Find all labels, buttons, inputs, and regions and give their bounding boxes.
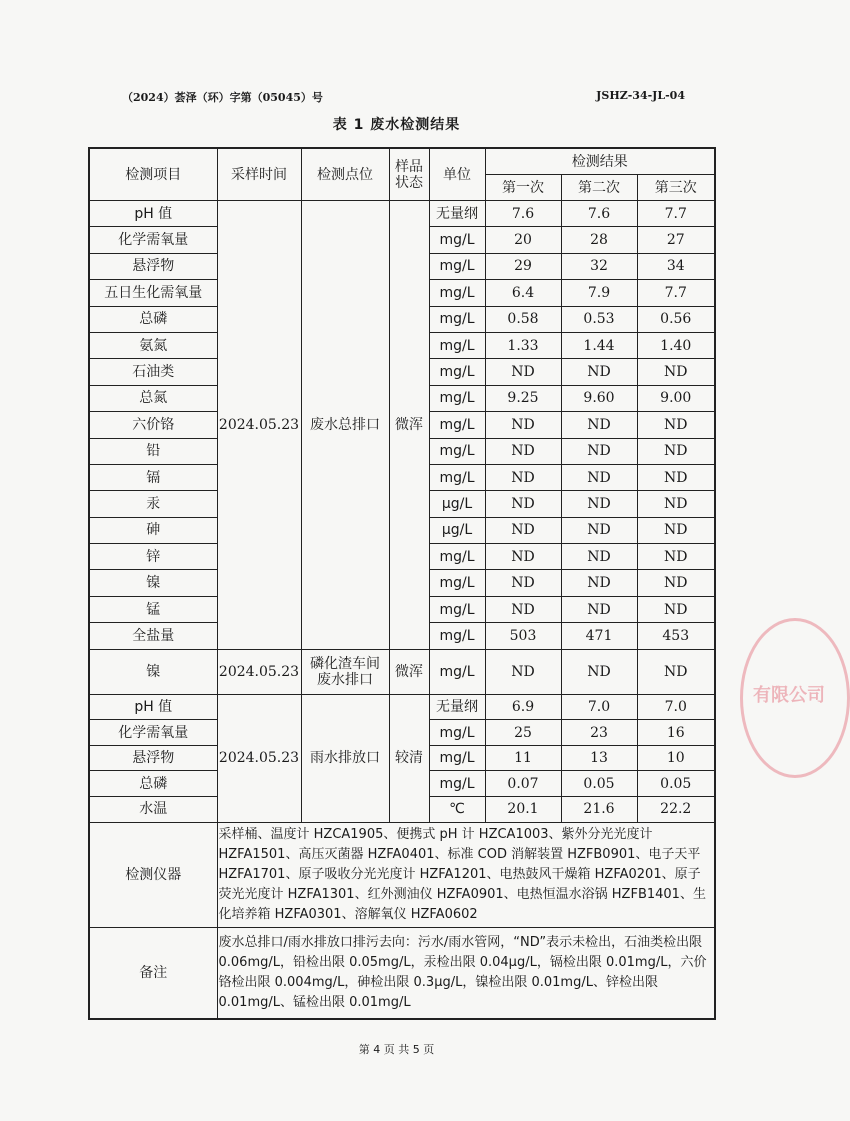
value-second-cell: 471 [561, 623, 637, 649]
item-cell: 五日生化需氧量 [89, 280, 217, 306]
table-row [89, 694, 715, 720]
item-cell: 锰 [89, 596, 217, 622]
sample-time-cell: 2024.05.23 [217, 649, 301, 694]
value-first-cell: 29 [485, 253, 561, 279]
item-cell: 总氮 [89, 385, 217, 411]
col-header-point: 检测点位 [301, 148, 389, 201]
col-header-time: 采样时间 [217, 148, 301, 201]
value-first-cell: ND [485, 544, 561, 570]
value-third-cell: 9.00 [637, 385, 715, 411]
header-row-1 [89, 148, 715, 175]
unit-cell: μg/L [429, 517, 485, 543]
item-cell: pH 值 [89, 201, 217, 227]
unit-cell: mg/L [429, 227, 485, 253]
col-header-second: 第二次 [561, 175, 637, 201]
value-third-cell: 1.40 [637, 332, 715, 358]
unit-cell: μg/L [429, 491, 485, 517]
value-first-cell: 9.25 [485, 385, 561, 411]
value-second-cell: ND [561, 649, 637, 694]
value-third-cell: ND [637, 649, 715, 694]
item-cell: 镉 [89, 464, 217, 490]
table-title: 表 1 废水检测结果 [332, 117, 461, 133]
unit-cell: mg/L [429, 544, 485, 570]
value-first-cell: 6.4 [485, 280, 561, 306]
value-first-cell: 20.1 [485, 797, 561, 823]
unit-cell: mg/L [429, 359, 485, 385]
form-code: JSHZ-34-JL-04 [596, 89, 685, 102]
value-third-cell: 7.7 [637, 280, 715, 306]
unit-cell: mg/L [429, 464, 485, 490]
value-first-cell: 1.33 [485, 332, 561, 358]
instruments-label: 检测仪器 [89, 822, 217, 927]
item-cell: 化学需氧量 [89, 227, 217, 253]
item-cell: 悬浮物 [89, 253, 217, 279]
value-third-cell: 453 [637, 623, 715, 649]
value-first-cell: ND [485, 517, 561, 543]
value-third-cell: ND [637, 517, 715, 543]
value-second-cell: 7.9 [561, 280, 637, 306]
unit-cell: mg/L [429, 412, 485, 438]
value-first-cell: 11 [485, 745, 561, 771]
item-cell: 全盐量 [89, 623, 217, 649]
value-third-cell: ND [637, 438, 715, 464]
value-second-cell: ND [561, 544, 637, 570]
sample-point-cell: 雨水排放口 [301, 694, 389, 822]
item-cell: 氨氮 [89, 332, 217, 358]
sample-time-cell: 2024.05.23 [217, 694, 301, 822]
value-third-cell: ND [637, 359, 715, 385]
item-cell: 六价铬 [89, 412, 217, 438]
value-first-cell: ND [485, 491, 561, 517]
item-cell: 水温 [89, 797, 217, 823]
remarks-text: 废水总排口/雨水排放口排污去向：污水/雨水管网，“ND”表示未检出，石油类检出限 0.06mg/L，铅检出限 0.05mg/L，汞检出限 0.04μg/L，镉检出限 0.01mg/L，六价铬检出限 0.004mg/L，砷检出限 0.3μg/L，镍检出限 0.01mg/L、锌检出限 0.01mg/L、锰检出限 0.01mg/L [217, 927, 715, 1019]
value-first-cell: ND [485, 570, 561, 596]
value-second-cell: 13 [561, 745, 637, 771]
unit-cell: mg/L [429, 306, 485, 332]
instruments-row [89, 822, 715, 927]
table-row [89, 201, 715, 227]
value-second-cell: 28 [561, 227, 637, 253]
unit-cell: mg/L [429, 253, 485, 279]
value-second-cell: ND [561, 412, 637, 438]
report-number: （2024）荟泽（环）字第（05045）号 [122, 91, 323, 104]
unit-cell: mg/L [429, 649, 485, 694]
col-header-first: 第一次 [485, 175, 561, 201]
value-third-cell: 7.0 [637, 694, 715, 720]
item-cell: 石油类 [89, 359, 217, 385]
unit-cell: mg/L [429, 280, 485, 306]
value-third-cell: ND [637, 412, 715, 438]
value-second-cell: ND [561, 359, 637, 385]
value-first-cell: ND [485, 596, 561, 622]
unit-cell: mg/L [429, 385, 485, 411]
col-header-third: 第三次 [637, 175, 715, 201]
unit-cell: mg/L [429, 596, 485, 622]
sample-state-cell: 微浑 [389, 649, 429, 694]
unit-cell: mg/L [429, 623, 485, 649]
col-header-state: 样品状态 [389, 148, 429, 201]
value-second-cell: 0.53 [561, 306, 637, 332]
value-third-cell: 22.2 [637, 797, 715, 823]
value-first-cell: ND [485, 464, 561, 490]
sample-state-cell: 较清 [389, 694, 429, 822]
col-header-item: 检测项目 [89, 148, 217, 201]
sample-state-cell: 微浑 [389, 201, 429, 650]
value-first-cell: 0.58 [485, 306, 561, 332]
unit-cell: mg/L [429, 332, 485, 358]
value-second-cell: 7.6 [561, 201, 637, 227]
unit-cell: 无量纲 [429, 694, 485, 720]
unit-cell: mg/L [429, 745, 485, 771]
wastewater-results-table [88, 147, 716, 1020]
sample-point-cell: 废水总排口 [301, 201, 389, 650]
item-cell: 总磷 [89, 306, 217, 332]
value-first-cell: ND [485, 438, 561, 464]
value-second-cell: ND [561, 517, 637, 543]
item-cell: 化学需氧量 [89, 720, 217, 746]
unit-cell: mg/L [429, 438, 485, 464]
item-cell: 汞 [89, 491, 217, 517]
unit-cell: ℃ [429, 797, 485, 823]
value-third-cell: 10 [637, 745, 715, 771]
remarks-label: 备注 [89, 927, 217, 1019]
value-third-cell: ND [637, 596, 715, 622]
instruments-text: 采样桶、温度计 HZCA1905、便携式 pH 计 HZCA1003、紫外分光光度计 HZFA1501、高压灭菌器 HZFA0401、标准 COD 消解装置 HZFB0901、电子天平 HZFA1701、原子吸收分光光度计 HZFA1201、电热鼓风干燥箱 HZFA0201、原子荧光光度计 HZFA1301、红外测油仪 HZFA0901、电热恒温水浴锅 HZFB1401、生化培养箱 HZFA0301、溶解氧仪 HZFA0602 [217, 822, 715, 927]
value-first-cell: ND [485, 649, 561, 694]
sample-time-cell: 2024.05.23 [217, 201, 301, 650]
item-cell: pH 值 [89, 694, 217, 720]
value-third-cell: 7.7 [637, 201, 715, 227]
value-second-cell: 7.0 [561, 694, 637, 720]
item-cell: 总磷 [89, 771, 217, 797]
value-third-cell: ND [637, 491, 715, 517]
value-third-cell: ND [637, 464, 715, 490]
value-third-cell: ND [637, 544, 715, 570]
value-first-cell: 503 [485, 623, 561, 649]
item-cell: 悬浮物 [89, 745, 217, 771]
value-second-cell: ND [561, 464, 637, 490]
value-third-cell: 27 [637, 227, 715, 253]
value-second-cell: 21.6 [561, 797, 637, 823]
value-first-cell: 0.07 [485, 771, 561, 797]
value-third-cell: 34 [637, 253, 715, 279]
remarks-row [89, 927, 715, 1019]
value-first-cell: 25 [485, 720, 561, 746]
sample-point-cell: 磷化渣车间废水排口 [301, 649, 389, 694]
value-third-cell: 0.05 [637, 771, 715, 797]
item-cell: 铅 [89, 438, 217, 464]
unit-cell: mg/L [429, 771, 485, 797]
value-second-cell: 0.05 [561, 771, 637, 797]
value-second-cell: 32 [561, 253, 637, 279]
value-third-cell: ND [637, 570, 715, 596]
value-first-cell: 7.6 [485, 201, 561, 227]
value-third-cell: 16 [637, 720, 715, 746]
item-cell: 镍 [89, 649, 217, 694]
col-header-result: 检测结果 [485, 148, 715, 175]
col-header-unit: 单位 [429, 148, 485, 201]
value-second-cell: ND [561, 438, 637, 464]
item-cell: 锌 [89, 544, 217, 570]
item-cell: 镍 [89, 570, 217, 596]
value-third-cell: 0.56 [637, 306, 715, 332]
unit-cell: 无量纲 [429, 201, 485, 227]
red-seal-stamp: 有限公司 [740, 618, 850, 778]
table-row [89, 649, 715, 694]
unit-cell: mg/L [429, 720, 485, 746]
value-second-cell: ND [561, 570, 637, 596]
value-first-cell: 6.9 [485, 694, 561, 720]
unit-cell: mg/L [429, 570, 485, 596]
value-second-cell: 23 [561, 720, 637, 746]
value-first-cell: ND [485, 412, 561, 438]
value-first-cell: 20 [485, 227, 561, 253]
value-second-cell: ND [561, 596, 637, 622]
value-second-cell: 9.60 [561, 385, 637, 411]
item-cell: 砷 [89, 517, 217, 543]
value-first-cell: ND [485, 359, 561, 385]
page-number: 第 4 页 共 5 页 [358, 1043, 435, 1056]
value-second-cell: ND [561, 491, 637, 517]
value-second-cell: 1.44 [561, 332, 637, 358]
